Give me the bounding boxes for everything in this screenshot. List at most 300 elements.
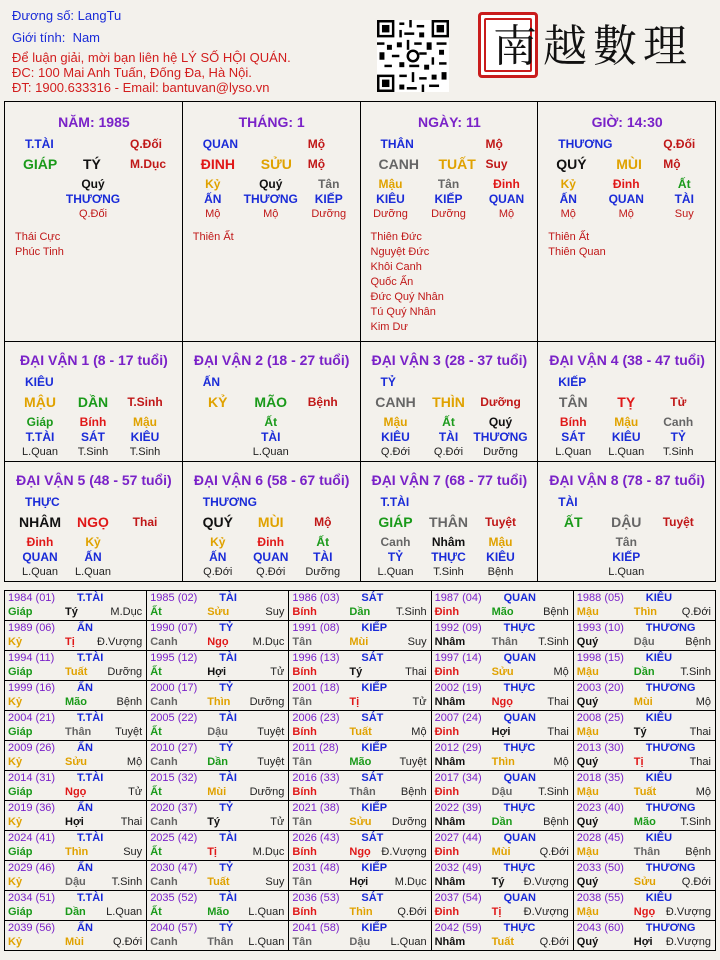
year-stage: Dưỡng bbox=[249, 696, 285, 708]
year-stem: Tân bbox=[292, 696, 312, 708]
year-branch: Dần bbox=[207, 756, 228, 768]
hidden-god: QUAN bbox=[608, 192, 644, 206]
year-stage: T.Sinh bbox=[680, 816, 711, 828]
year-god: SÁT bbox=[361, 892, 384, 904]
pillar-cell bbox=[537, 101, 716, 342]
year-stage: Thai bbox=[547, 726, 569, 738]
pillar-cell bbox=[182, 101, 361, 342]
year-branch: Ngọ bbox=[633, 906, 656, 918]
dai-van-cell bbox=[4, 461, 183, 582]
year-god: KIÊU bbox=[645, 712, 673, 724]
hidden-stage: L.Quan bbox=[608, 566, 645, 578]
year-stem: Ất bbox=[150, 726, 162, 738]
earthly-branch: DẦN bbox=[77, 394, 109, 410]
year-stem: Kỷ bbox=[8, 816, 23, 828]
hidden-stage: L.Quan bbox=[74, 566, 112, 578]
year-god: TỶ bbox=[219, 622, 234, 634]
year-stem: Mậu bbox=[576, 726, 599, 738]
year-label: 1984 (01) bbox=[8, 592, 56, 604]
chart-grid bbox=[4, 101, 715, 581]
year-stage: L.Quan bbox=[106, 906, 143, 918]
year-label: 2040 (57) bbox=[150, 922, 198, 934]
year-cell bbox=[288, 740, 431, 771]
hidden-stage: T.Sinh bbox=[129, 446, 161, 458]
hidden-god: TÀI bbox=[674, 192, 694, 206]
hidden-stage: L.Quan bbox=[377, 566, 414, 578]
stem-god: TÀI bbox=[558, 495, 578, 509]
stage: Tử bbox=[670, 395, 687, 409]
year-stem: Giáp bbox=[8, 846, 33, 858]
year-label: 2020 (37) bbox=[150, 802, 198, 814]
year-cell bbox=[573, 590, 716, 621]
year-stem: Đinh bbox=[434, 846, 460, 858]
hidden-stem: Tân bbox=[437, 177, 460, 191]
hidden-stem: Mậu bbox=[378, 177, 403, 191]
year-stem: Quý bbox=[576, 936, 599, 948]
year-branch: Mão bbox=[65, 696, 87, 708]
year-cell bbox=[431, 680, 574, 711]
year-label: 1990 (07) bbox=[150, 622, 198, 634]
year-branch: Dần bbox=[491, 816, 513, 828]
year-branch: Sửu bbox=[491, 666, 514, 678]
year-cell bbox=[4, 680, 147, 711]
year-label: 2016 (33) bbox=[292, 772, 340, 784]
year-label: 2002 (19) bbox=[434, 682, 482, 694]
year-god: THƯƠNG bbox=[645, 622, 696, 634]
year-branch: Thân bbox=[207, 936, 234, 948]
year-label: 2004 (21) bbox=[8, 712, 56, 724]
hidden-stem: Nhâm bbox=[431, 535, 466, 549]
year-stem: Kỷ bbox=[8, 936, 23, 948]
year-cell bbox=[146, 860, 289, 891]
year-god: THƯƠNG bbox=[645, 922, 696, 934]
year-branch: Mão bbox=[633, 816, 656, 828]
earthly-branch: TÝ bbox=[83, 156, 101, 172]
earthly-branch: NGỌ bbox=[77, 514, 109, 530]
year-branch: Thân bbox=[633, 846, 661, 858]
hidden-stage: Dưỡng bbox=[305, 566, 341, 578]
hidden-god: TÀI bbox=[313, 550, 333, 564]
year-stem: Giáp bbox=[8, 786, 33, 798]
hidden-stem: Mậu bbox=[614, 415, 639, 429]
hidden-stem: Kỷ bbox=[85, 535, 101, 549]
year-stage: Dưỡng bbox=[391, 816, 427, 828]
year-stage: M.Dục bbox=[394, 876, 427, 888]
stem-god: THƯƠNG bbox=[558, 137, 613, 151]
pillar-cell bbox=[360, 101, 539, 342]
year-stem: Ất bbox=[150, 906, 162, 918]
stem-god: THỰC bbox=[25, 495, 60, 509]
year-branch: Tị bbox=[349, 696, 360, 708]
heavenly-stem: ẤT bbox=[563, 514, 583, 530]
year-cell bbox=[146, 740, 289, 771]
earthly-branch: THÂN bbox=[429, 514, 468, 530]
year-god: THỰC bbox=[503, 802, 536, 814]
year-cell bbox=[431, 890, 574, 921]
stem-god: ẤN bbox=[202, 375, 221, 389]
year-god: TÀI bbox=[219, 832, 237, 844]
year-label: 2030 (47) bbox=[150, 862, 198, 874]
year-branch: Dần bbox=[65, 906, 86, 918]
earthly-branch: TỴ bbox=[617, 394, 636, 410]
year-branch: Tuất bbox=[633, 786, 657, 798]
year-label: 2018 (35) bbox=[576, 772, 624, 784]
year-god: ẤN bbox=[77, 682, 93, 694]
hidden-stem: Kỷ bbox=[560, 177, 576, 191]
year-cell bbox=[4, 740, 147, 771]
year-god: QUAN bbox=[503, 592, 536, 604]
year-label: 2025 (42) bbox=[150, 832, 198, 844]
year-stem: Tân bbox=[292, 636, 312, 648]
year-cell bbox=[573, 770, 716, 801]
hidden-stage: Mộ bbox=[205, 208, 221, 220]
year-branch: Sửu bbox=[207, 606, 230, 618]
year-god: THƯƠNG bbox=[645, 682, 696, 694]
hidden-god: TÀI bbox=[438, 430, 459, 444]
year-label: 1988 (05) bbox=[576, 592, 624, 604]
year-cell bbox=[4, 860, 147, 891]
year-stem: Canh bbox=[150, 636, 178, 648]
year-stem: Mậu bbox=[576, 786, 599, 798]
year-stage: Đ.Vượng bbox=[523, 906, 569, 918]
year-stem: Canh bbox=[150, 756, 178, 768]
stage: T.Sinh bbox=[127, 395, 163, 409]
year-cell bbox=[146, 590, 289, 621]
year-stem: Bính bbox=[292, 726, 317, 738]
year-label: 2000 (17) bbox=[150, 682, 198, 694]
year-stage: Thai bbox=[689, 756, 711, 768]
year-stem: Đinh bbox=[434, 606, 460, 618]
hidden-stem: Ất bbox=[264, 415, 278, 429]
year-cell bbox=[431, 800, 574, 831]
hidden-stage: Mộ bbox=[560, 208, 576, 220]
year-stage: T.Sinh bbox=[538, 786, 569, 798]
year-cell bbox=[146, 800, 289, 831]
hidden-god: THƯƠNG bbox=[473, 430, 528, 444]
heavenly-stem: CANH bbox=[378, 156, 419, 172]
year-branch: Hợi bbox=[349, 876, 369, 888]
heavenly-stem: TÂN bbox=[558, 394, 588, 410]
dai-van-title: ĐẠI VẬN 7 (68 - 77 tuổi) bbox=[371, 472, 528, 488]
year-branch: Tuất bbox=[65, 666, 88, 678]
year-god: THƯƠNG bbox=[645, 802, 696, 814]
year-stage: T.Sinh bbox=[680, 666, 711, 678]
year-label: 2037 (54) bbox=[434, 892, 482, 904]
year-cell bbox=[431, 650, 574, 681]
year-stem: Nhâm bbox=[434, 816, 466, 828]
year-branch: Tuất bbox=[491, 936, 514, 948]
year-cell bbox=[573, 830, 716, 861]
heavenly-stem: KỶ bbox=[208, 394, 228, 410]
year-stem: Canh bbox=[150, 696, 178, 708]
dai-van-cell bbox=[182, 461, 361, 582]
branch-note: Q.Đối bbox=[663, 137, 696, 151]
year-stem: Tân bbox=[292, 936, 312, 948]
year-cell bbox=[146, 680, 289, 711]
hidden-stem: Bính bbox=[559, 415, 587, 429]
year-god: KIẾP bbox=[361, 682, 388, 694]
hidden-stage: Suy bbox=[674, 208, 694, 220]
year-label: 2028 (45) bbox=[576, 832, 624, 844]
stage: Dưỡng bbox=[480, 395, 521, 409]
heavenly-stem: QUÝ bbox=[556, 156, 587, 172]
hidden-stem: Quý bbox=[81, 177, 105, 191]
year-label: 2019 (36) bbox=[8, 802, 56, 814]
year-god: KIÊU bbox=[645, 652, 673, 664]
year-cell bbox=[431, 920, 574, 951]
year-stage: Tuyệt bbox=[257, 756, 285, 768]
hidden-god: SÁT bbox=[561, 430, 586, 444]
year-branch: Tý bbox=[207, 816, 221, 828]
hidden-god: KIÊU bbox=[486, 550, 515, 564]
year-branch: Mùi bbox=[491, 846, 511, 858]
year-stage: Tuyệt bbox=[399, 756, 427, 768]
year-stem: Tân bbox=[292, 756, 312, 768]
year-cell bbox=[4, 890, 147, 921]
year-stage: T.Sinh bbox=[396, 606, 427, 618]
year-stage: Q.Đới bbox=[681, 876, 711, 888]
hidden-god: ẤN bbox=[84, 550, 102, 564]
year-stem: Đinh bbox=[434, 726, 460, 738]
year-cell bbox=[288, 620, 431, 651]
year-label: 2022 (39) bbox=[434, 802, 482, 814]
year-branch: Dậu bbox=[207, 726, 228, 738]
hidden-stem: Ất bbox=[677, 177, 691, 191]
year-label: 1996 (13) bbox=[292, 652, 340, 664]
year-label: 2003 (20) bbox=[576, 682, 624, 694]
owner-line: Đương số: LangTu bbox=[12, 8, 122, 23]
year-stage: Mộ bbox=[411, 726, 427, 738]
year-stage: Thai bbox=[547, 696, 569, 708]
auxiliary-star: Khôi Canh bbox=[370, 261, 422, 273]
year-branch: Tị bbox=[207, 846, 217, 858]
year-cell bbox=[573, 800, 716, 831]
year-stage: Dưỡng bbox=[249, 786, 285, 798]
hidden-god: ẤN bbox=[209, 550, 227, 564]
hidden-stem: Canh bbox=[380, 535, 411, 549]
year-cell bbox=[4, 770, 147, 801]
year-label: 2033 (50) bbox=[576, 862, 624, 874]
year-branch: Tuất bbox=[207, 876, 230, 888]
year-cell bbox=[4, 710, 147, 741]
year-branch: Tý bbox=[491, 876, 505, 888]
hidden-god: KIẾP bbox=[434, 192, 463, 206]
year-label: 2017 (34) bbox=[434, 772, 482, 784]
year-god: T.TÀI bbox=[77, 772, 104, 784]
year-stem: Bính bbox=[292, 906, 317, 918]
year-cell bbox=[146, 890, 289, 921]
year-label: 2032 (49) bbox=[434, 862, 482, 874]
year-stem: Canh bbox=[150, 876, 178, 888]
year-stem: Bính bbox=[292, 606, 317, 618]
year-god: T.TÀI bbox=[77, 592, 104, 604]
year-cell bbox=[146, 710, 289, 741]
year-branch: Ngọ bbox=[65, 786, 87, 798]
contact-line-3: ĐT: 1900.633316 - Email: bantuvan@lyso.vn bbox=[12, 80, 270, 95]
hidden-god: TỶ bbox=[387, 550, 404, 564]
year-stage: Q.Đới bbox=[539, 846, 569, 858]
year-label: 1986 (03) bbox=[292, 592, 340, 604]
year-label: 2031 (48) bbox=[292, 862, 340, 874]
hidden-god: KIẾP bbox=[314, 192, 343, 206]
hidden-stage: L.Quan bbox=[21, 566, 59, 578]
year-branch: Thìn bbox=[491, 756, 515, 768]
year-label: 2008 (25) bbox=[576, 712, 624, 724]
year-god: TỶ bbox=[219, 682, 234, 694]
gender-line: Giới tính: Nam bbox=[12, 30, 101, 45]
year-stage: Suy bbox=[265, 606, 285, 618]
year-stem: Tân bbox=[292, 816, 312, 828]
year-branch: Ngọ bbox=[491, 696, 513, 708]
year-branch: Sửu bbox=[65, 756, 88, 768]
heavenly-stem: GIÁP bbox=[378, 514, 413, 530]
year-god: ẤN bbox=[77, 862, 93, 874]
dai-van-cell bbox=[360, 341, 539, 462]
year-stage: Suy bbox=[123, 846, 143, 858]
year-branch: Dậu bbox=[491, 786, 513, 798]
heavenly-stem: CANH bbox=[375, 394, 416, 410]
year-stem: Ất bbox=[150, 846, 162, 858]
hidden-stage: Dưỡng bbox=[373, 208, 408, 220]
year-label: 2024 (41) bbox=[8, 832, 56, 844]
year-branch: Tý bbox=[349, 666, 363, 678]
stage: Mộ bbox=[307, 157, 326, 171]
hidden-god: SÁT bbox=[81, 430, 105, 444]
year-cell bbox=[288, 920, 431, 951]
year-stage: L.Quan bbox=[390, 936, 427, 948]
year-god: KIẾP bbox=[361, 622, 388, 634]
stem-god: KIÊU bbox=[25, 375, 54, 389]
dai-van-title: ĐẠI VẬN 3 (28 - 37 tuổi) bbox=[371, 352, 528, 368]
stage: Bệnh bbox=[307, 395, 338, 409]
heavenly-stem: GIÁP bbox=[23, 156, 58, 172]
year-label: 1999 (16) bbox=[8, 682, 56, 694]
year-stem: Ất bbox=[150, 666, 162, 678]
year-branch: Thìn bbox=[633, 606, 658, 618]
year-stem: Đinh bbox=[434, 666, 460, 678]
year-stem: Quý bbox=[576, 816, 599, 828]
year-cell bbox=[573, 860, 716, 891]
pillar-title: NGÀY: 11 bbox=[417, 114, 481, 130]
year-stage: Q.Đới bbox=[681, 606, 711, 618]
year-stage: T.Sinh bbox=[538, 636, 569, 648]
year-label: 2012 (29) bbox=[434, 742, 482, 754]
year-label: 2038 (55) bbox=[576, 892, 624, 904]
year-label: 2013 (30) bbox=[576, 742, 624, 754]
hidden-stage: Q.Đới bbox=[380, 446, 411, 458]
year-branch: Sửu bbox=[349, 816, 372, 828]
year-branch: Dậu bbox=[65, 876, 86, 888]
stage: M.Dục bbox=[130, 157, 166, 171]
qr-code-icon bbox=[377, 20, 449, 92]
year-god: THỰC bbox=[503, 682, 536, 694]
year-god: T.TÀI bbox=[77, 892, 104, 904]
year-god: TÀI bbox=[219, 892, 237, 904]
year-branch: Ngọ bbox=[349, 846, 371, 858]
auxiliary-star: Thiên Đức bbox=[370, 231, 422, 243]
year-stem: Nhâm bbox=[434, 876, 466, 888]
year-cell bbox=[288, 680, 431, 711]
year-stage: Mộ bbox=[553, 756, 569, 768]
year-label: 2029 (46) bbox=[8, 862, 56, 874]
stem-god: THƯƠNG bbox=[202, 495, 257, 509]
year-stage: Bệnh bbox=[685, 846, 711, 858]
heavenly-stem: QUÝ bbox=[202, 514, 233, 530]
year-stage: Tử bbox=[128, 786, 143, 798]
year-stem: Nhâm bbox=[434, 696, 466, 708]
year-god: KIÊU bbox=[645, 592, 673, 604]
hidden-stage: Dưỡng bbox=[311, 208, 347, 220]
year-cell bbox=[4, 620, 147, 651]
year-stage: Đ.Vượng bbox=[523, 876, 569, 888]
year-god: ẤN bbox=[77, 802, 93, 814]
year-branch: Thìn bbox=[349, 906, 373, 918]
year-label: 2027 (44) bbox=[434, 832, 482, 844]
pillar-cell bbox=[4, 101, 183, 342]
year-cell bbox=[288, 860, 431, 891]
stem-god: TỶ bbox=[380, 375, 396, 389]
hidden-stem: Mậu bbox=[133, 415, 157, 429]
hidden-god: QUAN bbox=[22, 550, 58, 564]
year-stem: Bính bbox=[292, 786, 317, 798]
year-stage: Dưỡng bbox=[107, 666, 143, 678]
year-stem: Bính bbox=[292, 846, 317, 858]
year-branch: Tị bbox=[633, 756, 644, 768]
year-branch: Dậu bbox=[633, 636, 655, 648]
auxiliary-star: Thái Cực bbox=[15, 231, 61, 243]
year-stem: Nhâm bbox=[434, 936, 466, 948]
earthly-branch: SỬU bbox=[260, 156, 292, 172]
hidden-stem: Mậu bbox=[488, 535, 513, 549]
hidden-god: ẤN bbox=[559, 192, 577, 206]
year-cell bbox=[573, 740, 716, 771]
year-stage: Q.Đới bbox=[539, 936, 569, 948]
earthly-branch: DẬU bbox=[611, 514, 642, 530]
heavenly-stem: MẬU bbox=[24, 394, 56, 410]
year-stage: Q.Đới bbox=[397, 906, 427, 918]
stage: Suy bbox=[485, 157, 508, 171]
hidden-stem: Kỷ bbox=[205, 177, 221, 191]
year-god: KIẾP bbox=[361, 802, 388, 814]
year-cell bbox=[431, 740, 574, 771]
year-cell bbox=[4, 920, 147, 951]
year-stage: Thai bbox=[405, 666, 427, 678]
year-cell bbox=[4, 830, 147, 861]
year-stage: Mộ bbox=[553, 666, 569, 678]
stage: Tuyệt bbox=[662, 515, 694, 529]
year-label: 2015 (32) bbox=[150, 772, 198, 784]
year-stage: Đ.Vượng bbox=[381, 846, 427, 858]
dai-van-title: ĐẠI VẬN 5 (48 - 57 tuổi) bbox=[16, 472, 172, 488]
year-god: ẤN bbox=[77, 742, 93, 754]
year-god: SÁT bbox=[361, 772, 384, 784]
year-stem: Kỷ bbox=[8, 876, 23, 888]
hidden-stage: T.Sinh bbox=[433, 566, 464, 578]
year-stem: Tân bbox=[292, 876, 312, 888]
year-label: 2009 (26) bbox=[8, 742, 56, 754]
hidden-stem: Mậu bbox=[383, 415, 408, 429]
hidden-stage: Bệnh bbox=[487, 566, 514, 578]
hidden-stem: Kỷ bbox=[210, 535, 226, 549]
year-stem: Ất bbox=[150, 606, 162, 618]
year-label: 2026 (43) bbox=[292, 832, 340, 844]
year-stem: Kỷ bbox=[8, 696, 23, 708]
year-label: 1992 (09) bbox=[434, 622, 482, 634]
year-label: 2007 (24) bbox=[434, 712, 482, 724]
hidden-god: QUAN bbox=[253, 550, 289, 564]
year-god: QUAN bbox=[503, 652, 536, 664]
year-branch: Mùi bbox=[207, 786, 227, 798]
